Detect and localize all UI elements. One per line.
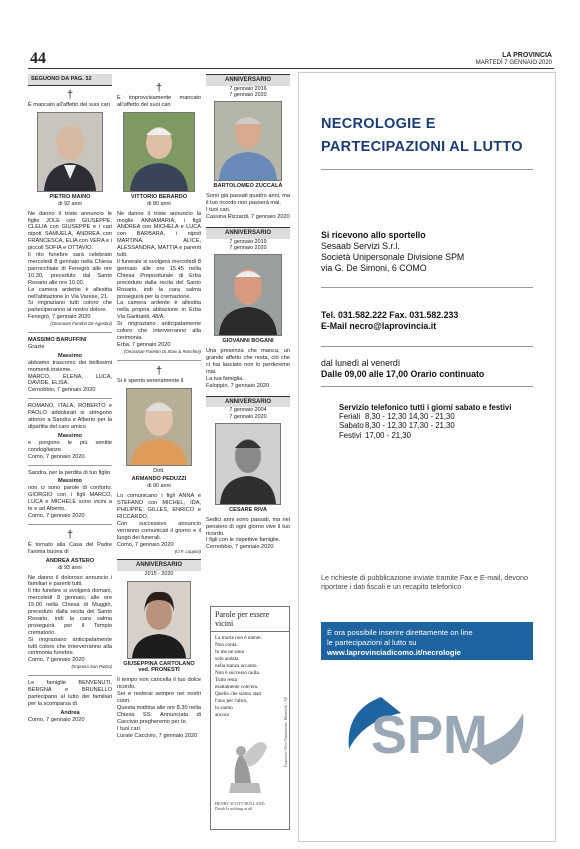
poem-line: ancora	[215, 712, 229, 718]
angel-statue-illustration	[221, 723, 269, 797]
deceased-name: ANDREA ASTERO	[45, 557, 95, 564]
anniversary-header: ANNIVERSARIO	[206, 74, 290, 86]
anniversary-header: ANNIVERSARIO	[117, 559, 201, 571]
notice-text: Ne danno il triste annuncio le figlie JOLE con GIUSEPPE, CLELIA con GIUSEPPE e i cari nipoti SAMUELA, ANDREA con FRANCESCA, ELIA con VERA e i piccoli SOFIA e OTTAVIO.	[28, 210, 112, 252]
notice-place-date: Cassina Rizzardi, 7 gennaio 2020	[206, 213, 290, 220]
ad-office-info: Si ricevono allo sportello Sesaab Servizi S.r.l. Società Unipersonale Divisione SPM via G. De Simoni, 6 COMO	[321, 230, 465, 273]
cross-icon: †	[155, 364, 163, 377]
advertisement-necrologie	[298, 72, 556, 842]
notice-place-date: Como, 7 gennaio 2020	[28, 512, 85, 519]
notice-text: Si ringraziano anticipatamente coloro che interverranno alla cerimonia.	[117, 321, 201, 341]
portrait-photo	[127, 581, 191, 659]
notice-place-date: Como, 7 gennaio 2020	[117, 541, 174, 548]
deceased-age: di 92 anni	[58, 200, 82, 207]
poem-line: l'uno per l'altro,	[215, 698, 248, 704]
divider	[28, 675, 112, 676]
portrait-photo	[123, 112, 195, 192]
notice-text: I tuoi cari.	[206, 207, 231, 214]
portrait-photo	[214, 101, 282, 181]
ad-divider	[321, 169, 533, 170]
notice-text: Il rito funebre sarà celebrato mercoledì 8 gennaio nella Chiesa parrocchiale di Fenegrò alle ore 10.30, preceduto dal Santo Rosario alle ore 10.00.	[28, 252, 112, 286]
deceased-age: di 93 anni	[58, 564, 82, 571]
ad-divider	[321, 386, 533, 387]
notice-text: Ne danno il triste annuncio la moglie ANNAMARIA, i figli ANDREA con MICHELA e LUCA con BARBARA, i nipoti MARTINA, ALICE, ALESSANDRA, MATTIA e parenti tutti.	[117, 210, 201, 259]
deceased-married-name: ved. PRONESTÌ	[138, 667, 180, 674]
poem-line: Non conta.	[215, 642, 238, 648]
notice-text: Grazie	[28, 343, 45, 350]
ad-phone-service: Servizio telefonico tutti i giorni sabato e festivi Feriali 8,30 - 12,30 14,30 - 21,30 Sabato8,30 - 12,30 17,30 - 21,30 Festivi 17,00 - 21,30	[339, 403, 512, 440]
anniversary-dates: 7 gennaio 2016 7 gennaio 2020	[229, 85, 267, 99]
online-banner[interactable]: È ora possibile inserire direttamente on line le partecipazioni al lutto su www.laprovinciadicomo.it/necrologie	[321, 622, 533, 660]
funeral-home: (Onoranze Funebri Di Stasi & Ronchini)	[123, 348, 201, 354]
notice-text: non ci sono parole di conforto. GIORGIO con i figli MARCO, LUCA e MICHELE sono vicini a te e ad Alberto.	[28, 485, 112, 513]
deceased-name: BARTOLOMEO ZUCCALÀ	[213, 183, 283, 190]
notice-text: La camera ardente è allestita nell'abitazione in Via Varese, 21.	[28, 286, 112, 300]
notice-place-date: Faloppio, 7 gennaio 2020	[206, 382, 270, 389]
ad-contact: Tel. 031.582.222 Fax. 031.582.233 E-Mail necro@laprovincia.it	[321, 310, 459, 331]
ad-divider	[321, 346, 533, 347]
notice-text: Questa mattina alle ore 8.30 nella Chiesa SS. Annunciata di Caccivio pregheremo per te.	[117, 704, 201, 725]
divider	[28, 465, 112, 466]
portrait-photo	[37, 112, 103, 192]
notice-place-date: Como, 7 gennaio 2020	[28, 716, 85, 723]
cross-icon: †	[66, 88, 74, 101]
notice-text: Si ringraziano anticipatamente tutti coloro che interverranno alla cerimonia funebre.	[28, 636, 112, 657]
deceased-name: MASSIMO BARUFFINI	[28, 337, 87, 344]
notice-text: Sedici anni sono passati, ma nel pensiero di ogni giorno vive il tuo ricordo.	[206, 516, 290, 537]
notice-place-date: Como, 7 gennaio 2020	[28, 657, 85, 664]
anniversary-header: ANNIVERSARIO	[206, 227, 290, 239]
anniversary-header: ANNIVERSARIO	[206, 396, 290, 408]
portrait-photo	[126, 388, 192, 466]
deceased-age: di 80 anni	[147, 200, 171, 207]
online-url-link[interactable]: www.laprovinciadicomo.it/necrologie	[327, 648, 461, 657]
deceased-first-name: Massimo	[58, 478, 82, 485]
poem-box	[210, 606, 290, 830]
notice-text: Sei e resterai sempre nei nostri cuori.	[117, 691, 201, 705]
column-2	[117, 74, 201, 839]
notice-text: MARCO, ELENA, LUCA, DAVIDE, ELISA.	[28, 373, 112, 387]
deceased-name: GIUSEPPINA CARTOLANO	[123, 660, 195, 667]
funeral-home: (Impresa San Pietro)	[71, 664, 112, 670]
ad-office-hours: dal lunedì al venerdì Dalle 09,00 alle 17,00 Orario continuato	[321, 358, 485, 379]
notice-text: abbiamo trascorso dei bellissimi momenti insieme.	[28, 359, 112, 373]
notice-text: Lo comunicano i figli ANNA e STEFANO con MICHEL, IDA, PHILIPPE, GILLES, ENRICO e RICCARDO.	[117, 493, 201, 520]
poem-text	[211, 632, 289, 722]
deceased-name: PIETRO MAINO	[49, 193, 91, 200]
poem-title: Parole per essere vicini	[211, 607, 289, 632]
notice-text: e porgono le più sentite condoglianze.	[28, 439, 112, 453]
continued-label: SEGUONO DA PAG. 32	[28, 74, 112, 86]
publication-name: LA PROVINCIA	[502, 52, 552, 59]
ad-title: NECROLOGIE E PARTECIPAZIONI AL LUTTO	[321, 116, 523, 155]
poem-line: Quello che siamo stati	[215, 691, 262, 697]
divider	[117, 360, 201, 361]
anniversary-dates: 2015 - 2020	[144, 571, 174, 578]
poem-line: Non è successo nulla.	[215, 670, 260, 676]
poem-line: Tutto resta	[215, 677, 238, 683]
notice-text: I figli con le rispettive famiglie.	[206, 537, 281, 544]
ad-divider	[321, 287, 533, 288]
notice-place-date: Cernobbio, 7 gennaio 2020	[28, 387, 96, 394]
deceased-name: ARMANDO PEDUZZI	[131, 476, 187, 483]
notice-place-date: Erba, 7 gennaio 2020	[117, 341, 171, 348]
poem-line: lo siamo	[215, 705, 233, 711]
divider	[28, 332, 112, 333]
notice-text: Il rito funebre si svolgerà domani, mercoledì 8 gennaio, alle ore 15.00 nella Chiesa di Muggiò, preceduto dalla recita del Santo Rosario, indi la cara salma proseguirà per il Tempio crematorio.	[28, 588, 112, 636]
notice-text: La camera ardente è allestita nella propria abitazione in Erba Via Garibaldi, 48/A.	[117, 300, 201, 321]
notice-intro: Si è spento serenamente il	[117, 377, 184, 384]
portrait-photo	[215, 423, 281, 505]
notice-intro: È tornato alla Casa del Padre l'anima buona di	[28, 541, 112, 555]
deceased-age: di 90 anni	[147, 483, 171, 490]
notice-text: Si ringraziano tutti coloro che parteciperanno al nostro dolore.	[28, 300, 112, 314]
divider	[28, 398, 112, 399]
column-1	[28, 74, 112, 839]
poem-author: HENRY SCOTT HOLLAND, Death Is nothing at all	[215, 801, 266, 812]
notice-place-date: Lurate Caccivio, 7 gennaio 2020	[117, 732, 198, 739]
funeral-home: (Onoranze Funebri De Agostini)	[50, 321, 112, 327]
illustration-credit: Francesco Oliva Illustrazione, Marmelab - AP	[284, 697, 288, 768]
funeral-home: (O.F. Loppini)	[174, 548, 201, 554]
notice-text: Sandra, per la perdita di tuo figlio	[28, 469, 111, 476]
spm-logo	[341, 691, 531, 771]
deceased-name: GIOVANNI BOGANI	[222, 338, 274, 345]
notice-intro: È improvvisamente mancato all'affetto dei suoi cari	[117, 95, 201, 108]
poem-line: La morte non è niente.	[215, 635, 262, 641]
cross-icon: †	[155, 82, 163, 94]
deceased-first-name: Andrea	[60, 709, 80, 716]
deceased-name: VITTORIO BERARDO	[130, 193, 188, 200]
deceased-first-name: Massimo	[58, 432, 82, 439]
spm-logo-text: SPM	[371, 705, 489, 765]
notice-text: La tua famiglia.	[206, 375, 244, 382]
notice-text: ROMANO, ITALA, ROBERTO e PAOLO addolorati si stringono attorno a Sandra e Alberto per la dipartita del caro amico	[28, 403, 112, 430]
poem-line: solo andata	[215, 656, 239, 662]
deceased-title: Dott.	[153, 467, 165, 474]
portrait-photo	[214, 254, 282, 336]
anniversary-dates: 7 gennaio 2004 7 gennaio 2020	[229, 407, 267, 420]
anniversary-dates: 7 gennaio 2019 7 gennaio 2020	[229, 238, 267, 251]
poem-line: nella stanza accanto.	[215, 663, 258, 669]
notice-text: Le famiglie BENVENUTI, BERGNA e BRUNELLO partecipano al lutto dei familiari per la scomparsa di	[28, 680, 112, 707]
notice-text: Il tempo non cancella il tuo dolce ricordo.	[117, 677, 201, 691]
notice-place-date: Cernobbio, 7 gennaio 2020	[206, 544, 274, 551]
deceased-first-name: Massimo	[58, 352, 82, 359]
page-header	[476, 52, 552, 67]
notice-place-date: Como, 7 gennaio 2020	[28, 453, 85, 460]
poem-line: esattamente com'era.	[215, 684, 259, 690]
poem-line: Io me ne sono	[215, 649, 245, 655]
notice-place-date: Fenegrò, 7 gennaio 2020	[28, 314, 91, 321]
notice-intro: È mancato all'affetto dei suoi cari	[28, 101, 110, 108]
notice-text: I tuoi cari.	[117, 725, 142, 732]
notice-text: Il funerale si svolgerà mercoledì 8 gennaio alle ore 15.45 nella Chiesa Prepositurale di Erba preceduto dalla recita del Santo Rosario, indi la cara salma proseguirà per la cremazione.	[117, 258, 201, 300]
page-number: 44	[30, 50, 46, 67]
divider	[28, 524, 112, 525]
publication-date: MARTEDÌ 7 GENNAIO 2020	[475, 60, 552, 66]
cross-icon: †	[66, 528, 74, 541]
notice-text: Con successivo annuncio verranno comunicati il giorno e il luogo dei funerali.	[117, 520, 201, 541]
notice-text: Ne danno il doloroso annuncio i familiari e parenti tutti.	[28, 574, 112, 588]
header-rule	[28, 68, 554, 69]
ad-note: Le richieste di pubblicazione inviate tramite Fax e E-mail, devono riportare i dati fiscali e un recapito telefonico	[321, 573, 528, 591]
column-3	[206, 74, 290, 604]
notice-text: Sono già passati quattro anni, ma il tuo ricordo non passerà mai.	[206, 193, 290, 207]
notice-text: Una presenza che manca, un grande affetto che resta, ciò che ci hai lasciato non lo perderemo mai.	[206, 348, 290, 375]
deceased-name: CESARE RIVA	[229, 506, 267, 513]
